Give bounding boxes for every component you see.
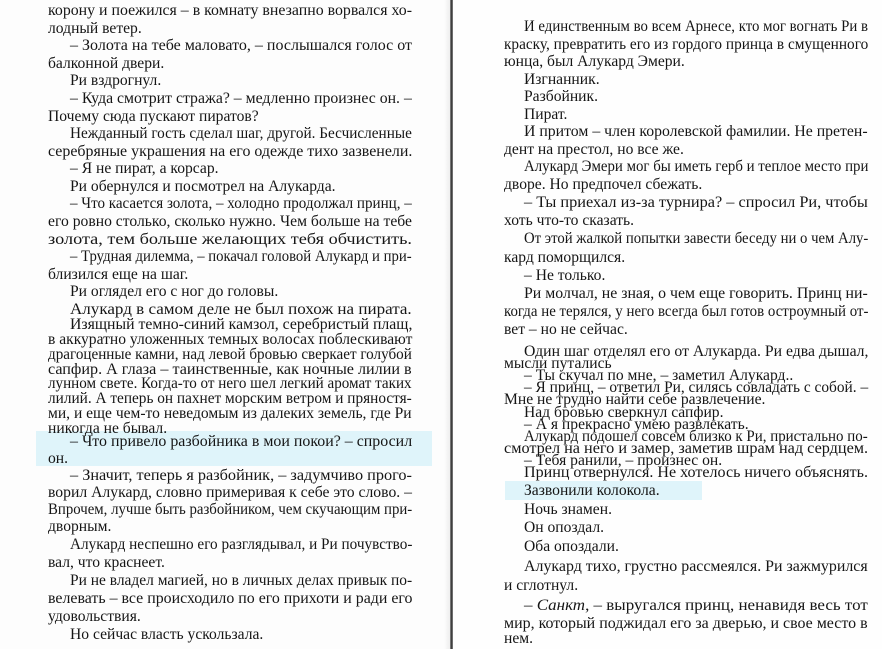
- text-line: близился еще на шаг.: [48, 266, 189, 283]
- text-line: – Тебя ранили, – произнес он.: [524, 452, 723, 469]
- text-line: Зазвонили колокола.: [524, 482, 660, 499]
- text-line: дворным.: [48, 518, 112, 535]
- text-line: Но сейчас власть ускользала.: [70, 626, 264, 643]
- text-line: Изящный темно-синий камзол, серебристый плащ,: [70, 316, 413, 333]
- text-line: Ночь знамен.: [524, 501, 612, 518]
- dash-prefix: –: [524, 597, 537, 614]
- right-page: [452, 0, 882, 649]
- text-line: корону и поежился – в комнату внезапно ворвался хо-: [48, 2, 413, 19]
- text-line: Над бровью сверкнул сапфир.: [524, 404, 724, 421]
- text-line: Ри обернулся и посмотрел на Алукарда.: [70, 178, 336, 195]
- text-line: балконной двери.: [48, 55, 165, 72]
- text-line: смотрел на него и замер, заметив шрам над сердцем.: [504, 440, 869, 457]
- text-line: – Я не пират, а корсар.: [70, 160, 219, 177]
- text-line: Мне не трудно найти себе развлечение.: [504, 391, 766, 408]
- text-line: Почему сюда пускают пиратов?: [48, 108, 259, 125]
- text-line: – Ты приехал из-за турнира? – спросил Ри, чтобы: [524, 194, 868, 211]
- text-line: От этой жалкой попытки завести беседу ни о чем Алу-: [524, 230, 869, 247]
- text-line: – Что привело разбойника в мои покои? – спросил: [70, 433, 413, 450]
- text-line: Один шаг отделял его от Алукарда. Ри едва дышал,: [524, 343, 869, 360]
- text-line: Алукард в самом деле не был похож на пирата.: [70, 301, 412, 318]
- italic-word: Санкт: [536, 597, 586, 614]
- text-line: лилий. А теперь он пахнет морским ветром и пряностя-: [48, 390, 412, 407]
- text-line: никогда не бывал.: [48, 420, 168, 437]
- text-line: когда не терялся, у него всегда был готов остроумный от-: [504, 303, 869, 320]
- text-line: вал, что краснеет.: [48, 554, 165, 571]
- text-line: лунном свете. Когда-то от него шел легкий аромат таких: [48, 375, 412, 392]
- line-text: , – выругался принц, ненавидя весь тот: [585, 597, 868, 614]
- text-line: Ри не владел магией, но в личных делах привык по-: [70, 572, 413, 589]
- text-line: нем.: [504, 630, 534, 647]
- text-line: – Значит, теперь я разбойник, – задумчиво прого-: [70, 467, 412, 484]
- text-line: мир, который поджидал его за дверью, и свое место в: [504, 615, 868, 632]
- text-line: и сглотнул.: [504, 577, 579, 594]
- text-line: велевать – все происходило по его прихоти и ради его: [48, 590, 413, 607]
- text-line: – Куда смотрит стража? – медленно произнес он. –: [70, 90, 412, 107]
- text-line: Он опоздал.: [524, 519, 604, 536]
- text-line: лодный ветер.: [48, 20, 142, 37]
- page-gutter: [450, 0, 453, 649]
- text-line: в аккуратно уложенных темных волосах поблескивают: [48, 331, 413, 348]
- text-line: ворил Алукард, словно примеривая к себе это слово. –: [48, 484, 412, 501]
- text-line: Ри вздрогнул.: [70, 72, 162, 89]
- text-line: мысли путались: [504, 355, 612, 372]
- text-line: Впрочем, лучше быть разбойником, чем скучающим при-: [48, 501, 413, 518]
- text-line: Алукард Эмери мог бы иметь герб и теплое место при: [524, 158, 869, 175]
- text-line: Изгнанник.: [524, 71, 600, 88]
- text-line: – Трудная дилемма, – покачал головой Алукард и при-: [70, 248, 412, 265]
- text-line: – Что касается золота, – холодно продолжал принц, –: [70, 195, 412, 212]
- text-line: драгоценные камни, над левой бровью сверкает голубой: [48, 346, 412, 363]
- text-line: краску, превратить его из гордого принца в смущенного: [504, 36, 869, 53]
- text-line: удовольствия.: [48, 608, 141, 625]
- text-line: – Ты скучал по мне, – заметил Алукард..: [524, 367, 794, 384]
- text-line: кард поморщился.: [504, 249, 626, 266]
- text-line: Ри оглядел его с ног до головы.: [70, 283, 279, 300]
- text-line: Принц отвернулся. Не хотелось ничего объяснять.: [524, 464, 869, 481]
- text-line: дент на престол, но все же.: [504, 141, 684, 158]
- text-line: он.: [48, 450, 69, 467]
- text-line: – Не только.: [524, 267, 606, 284]
- text-line: его ровно столько, сколько нужно. Чем больше на тебе: [48, 213, 412, 230]
- text-line: И притом – член королевской фамилии. Не претен-: [524, 123, 868, 140]
- text-line: золота, тем больше желающих тебя обчистить.: [48, 231, 412, 248]
- text-line: И единственным во всем Арнесе, кто мог вогнать Ри в: [524, 18, 868, 35]
- text-line: – Я принц, – ответил Ри, силясь совладать с собой. –: [524, 379, 869, 396]
- text-line: Ри молчал, не зная, о чем еще говорить. Принц ни-: [524, 285, 868, 302]
- text-line: сапфир. А глаза – таинственные, как ночные лилии в: [48, 361, 412, 378]
- text-line: хоть что-то сказать.: [504, 212, 635, 229]
- text-line: вет – но не сейчас.: [504, 321, 628, 338]
- text-line: [524, 597, 868, 615]
- text-line: Нежданный гость сделал шаг, другой. Бесчисленные: [70, 125, 412, 142]
- text-line: Разбойник.: [524, 88, 598, 105]
- text-line: дворе. Но предпочел сбежать.: [504, 176, 703, 193]
- text-line: Оба опоздали.: [524, 538, 619, 555]
- text-line: Алукард тихо, грустно рассмеялся. Ри зажмурился: [524, 558, 868, 575]
- text-line: юнца, был Алукард Эмери.: [504, 53, 685, 70]
- text-line: ми, и еще чем-то неведомым из далеких земель, где Ри: [48, 405, 412, 422]
- text-line: Пират.: [524, 106, 568, 123]
- text-line: Алукард подошел совсем близко к Ри, пристально по-: [524, 428, 868, 445]
- text-line: серебряные украшения на его одежде тихо зазвенели.: [48, 143, 413, 160]
- text-line: Алукард неспешно его разглядывал, и Ри почувство-: [70, 536, 413, 553]
- text-line: – А я прекрасно умею развлекать.: [524, 416, 749, 433]
- text-line: – Золота на тебе маловато, – послышался голос от: [70, 37, 413, 54]
